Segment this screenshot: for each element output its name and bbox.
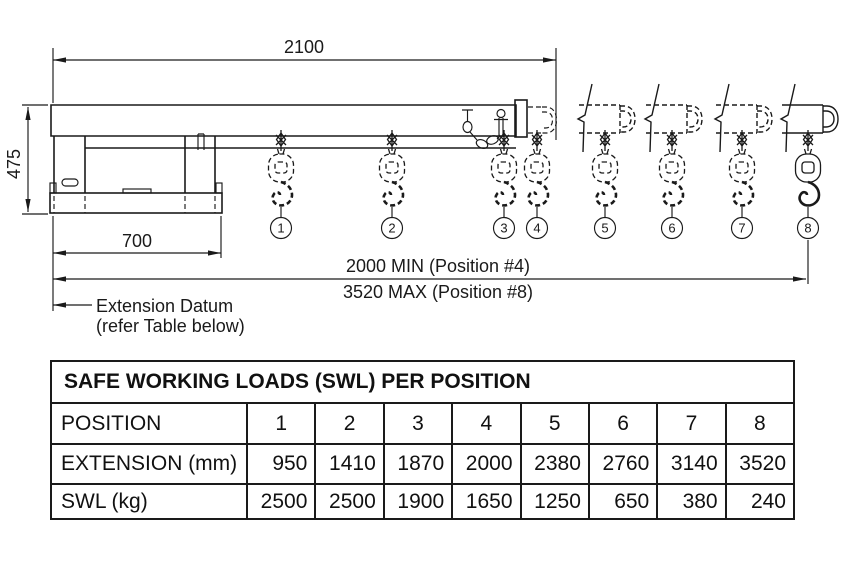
extension-row-label: EXTENSION (mm) (51, 444, 247, 484)
position-8: 8 (726, 403, 794, 444)
swl-4: 1650 (452, 484, 520, 519)
balloon-7 (732, 218, 753, 239)
balloon-1 (271, 218, 292, 239)
datum-label-line2: (refer Table below) (96, 316, 245, 336)
balloon-4-label: 4 (533, 220, 541, 236)
extension-4: 2000 (452, 444, 520, 484)
tip-tube-lines (528, 107, 542, 133)
hook-assembly-1 (269, 130, 294, 205)
datum-label-line1: Extension Datum (96, 296, 234, 316)
swl-8: 240 (726, 484, 794, 519)
balloon-6-label: 6 (668, 220, 676, 236)
dim-475-extension-lines (22, 105, 48, 214)
balloon-5 (595, 218, 616, 239)
hook-assembly-3 (492, 130, 517, 205)
retracted-tube-tip (528, 107, 557, 133)
hook-assembly-6 (660, 130, 685, 205)
boom-outer-tube (51, 105, 516, 136)
position-pin (494, 118, 508, 137)
position-5: 5 (521, 403, 589, 444)
extension-5: 2380 (521, 444, 589, 484)
hook-assembly-7 (730, 130, 755, 205)
position-balloons (271, 218, 819, 239)
dimensions (4, 37, 808, 336)
pocket-lug-right (216, 183, 222, 193)
balloon-6 (662, 218, 683, 239)
extension-row (51, 444, 794, 484)
tip-eye-outer (542, 107, 557, 133)
position-1: 1 (247, 403, 315, 444)
position-4: 4 (452, 403, 520, 444)
extension-8: 3520 (726, 444, 794, 484)
hook-assembly-4 (525, 130, 550, 205)
swl-table-title-row (51, 361, 794, 403)
leg-slot-hole (62, 179, 78, 186)
swl-row (51, 484, 794, 519)
locking-pin-chain-detail (462, 110, 508, 151)
extension-2: 1410 (315, 444, 383, 484)
balloon-5-label: 5 (601, 220, 609, 236)
swl-row-label: SWL (kg) (51, 484, 247, 519)
extension-6: 2760 (589, 444, 657, 484)
balloon-2-label: 2 (388, 220, 396, 236)
tip-eye-inner (542, 112, 553, 128)
pocket-lug-left (50, 183, 56, 193)
position-row (51, 403, 794, 444)
dim-min-text: 2000 MIN (Position #4) (345, 256, 531, 276)
dim-700-text: 700 (121, 231, 153, 251)
position-pin-head (497, 110, 505, 118)
swl-table (50, 360, 795, 520)
swl-3: 1900 (384, 484, 452, 519)
pocket-hidden-lines (54, 196, 215, 213)
swl-6: 650 (589, 484, 657, 519)
balloon-1-label: 1 (277, 220, 285, 236)
position-row-label: POSITION (51, 403, 247, 444)
swl-5: 1250 (521, 484, 589, 519)
hook-assembly-8 (796, 130, 821, 205)
swl-7: 380 (657, 484, 725, 519)
extension-7: 3140 (657, 444, 725, 484)
extension-3: 1870 (384, 444, 452, 484)
balloon-7-label: 7 (738, 220, 746, 236)
position-3: 3 (384, 403, 452, 444)
swl-table-title: SAFE WORKING LOADS (SWL) PER POSITION (51, 361, 794, 403)
position-7: 7 (657, 403, 725, 444)
lynch-pin-ring (463, 122, 472, 133)
dim-475-text: 475 (4, 148, 24, 180)
balloon-3-label: 3 (500, 220, 508, 236)
hook-assembly-5 (593, 130, 618, 205)
dim-2100-extension-lines (53, 48, 556, 140)
swl-1: 2500 (247, 484, 315, 519)
dim-max-text: 3520 MAX (Position #8) (342, 282, 534, 302)
lynch-pin (462, 110, 473, 121)
fork-pocket-box (50, 193, 222, 213)
dim-2100-text: 2100 (283, 37, 325, 57)
balloon-2 (382, 218, 403, 239)
position-6: 6 (589, 403, 657, 444)
extension-1: 950 (247, 444, 315, 484)
balloon-leader-lines (281, 207, 808, 218)
position-2: 2 (315, 403, 383, 444)
balloon-8 (798, 218, 819, 239)
hook-assembly-2 (380, 130, 405, 205)
swl-2: 2500 (315, 484, 383, 519)
balloon-4 (527, 218, 548, 239)
balloon-3 (494, 218, 515, 239)
balloon-8-label: 8 (804, 220, 812, 236)
